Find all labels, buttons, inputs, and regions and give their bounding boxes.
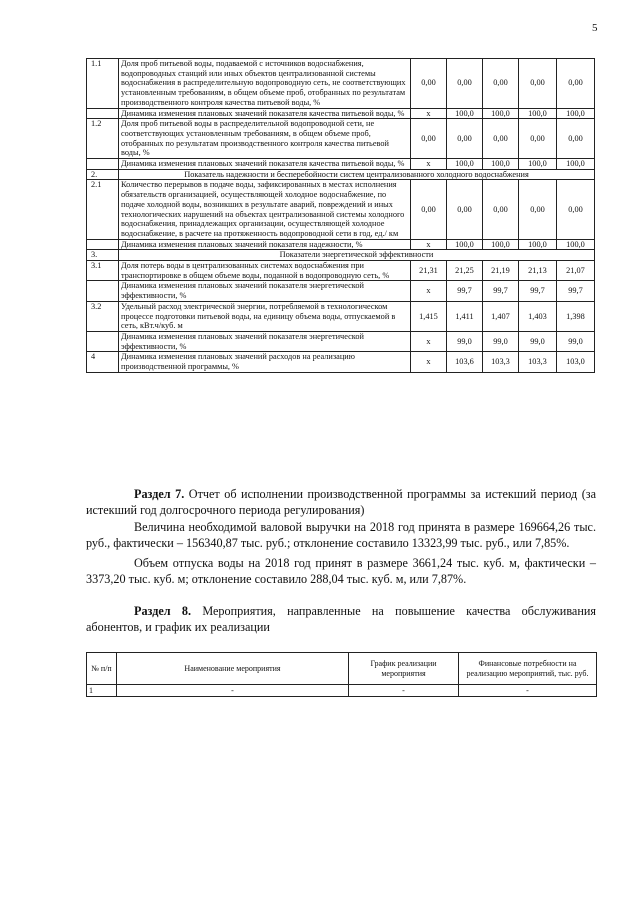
table-row [87,301,595,331]
indicator-value: 100,0 [483,159,519,170]
header-schedule: График реализации мероприятия [349,653,459,685]
indicator-value: 99,7 [483,281,519,301]
indicator-description: Доля проб питьевой воды в распределительной водопроводной сети, не соответствующих установленным требованиям, в общем объеме проб, отобранных по результатам производственного контроля качества питьевой воды, % [119,119,411,159]
indicator-value: 100,0 [519,159,557,170]
indicator-value: 99,7 [557,281,595,301]
indicator-value: х [411,159,447,170]
indicator-value: 21,19 [483,261,519,281]
indicator-value: 100,0 [447,239,483,250]
indicator-value: 100,0 [447,159,483,170]
row-number [87,108,119,119]
indicator-value: 99,0 [447,331,483,351]
section-row [87,250,595,261]
indicator-value: х [411,108,447,119]
row-name: - [117,685,349,697]
indicator-description: Удельный расход электрической энергии, потребляемой в технологическом процессе подготовки питьевой воды, на единицу объема воды, отпускаемой в сеть, кВт.ч/куб. м [119,301,411,331]
indicator-value: х [411,281,447,301]
row-number [87,281,119,301]
row-number: 3.2 [87,301,119,331]
indicators-table [86,58,595,373]
table-row [87,119,595,159]
section-7-heading: Раздел 7. [134,487,185,501]
header-name: Наименование мероприятия [117,653,349,685]
indicator-value: 0,00 [519,180,557,239]
row-schedule: - [349,685,459,697]
section-7 [86,486,596,588]
indicator-value: 0,00 [483,180,519,239]
indicator-description: Динамика изменения плановых значений расходов на реализацию производственной программы, % [119,352,411,372]
indicator-value: 0,00 [411,119,447,159]
section-title: Показатели энергетической эффективности [119,250,595,261]
indicator-value: 0,00 [447,180,483,239]
indicator-description: Количество перерывов в подаче воды, зафиксированных в местах исполнения обязательств организацией, осуществляющей холодное водоснабжение, по подаче холодной воды, возникших в результате аварий, повреждений и иных технологических нарушений на объектах централизованной системы холодного водоснабжения, принадлежащих организации, осуществляющей холодное водоснабжение, в расчете на протяженность водопроводной сети в год, ед./ км [119,180,411,239]
indicator-value: 100,0 [483,239,519,250]
indicator-value: 0,00 [483,59,519,109]
indicator-description: Доля проб питьевой воды, подаваемой с источников водоснабжения, водопроводных станций или иных объектов централизованной системы водоснабжения в распределительную водопроводную сеть, не соответствующих установленным требованиям, в общем объеме проб, отобранных по результатам производственного контроля качества питьевой воды, % [119,59,411,109]
indicator-description: Динамика изменения плановых значений показателя качества питьевой воды, % [119,159,411,170]
indicator-value: 21,31 [411,261,447,281]
indicator-value: 0,00 [447,119,483,159]
row-number: 3.1 [87,261,119,281]
indicator-description: Динамика изменения плановых значений показателя энергетической эффективности, % [119,331,411,351]
indicator-value: 103,6 [447,352,483,372]
indicator-value: 103,3 [519,352,557,372]
indicator-value: 0,00 [411,180,447,239]
table-row [87,108,595,119]
row-num: 1 [87,685,117,697]
indicator-value: х [411,352,447,372]
indicator-value: 1,403 [519,301,557,331]
measures-table [86,652,597,697]
row-number [87,331,119,351]
indicator-value: 100,0 [519,108,557,119]
row-finance: - [459,685,597,697]
indicator-value: 1,415 [411,301,447,331]
indicator-value: 99,7 [519,281,557,301]
indicator-value: 21,13 [519,261,557,281]
indicator-description: Доля потерь воды в централизованных системах водоснабжения при транспортировке в общем объеме воды, поданной в водопроводную сеть, % [119,261,411,281]
indicator-value: 21,25 [447,261,483,281]
indicator-value: 1,411 [447,301,483,331]
indicator-value: 21,07 [557,261,595,281]
indicator-value: 100,0 [483,108,519,119]
indicator-description: Динамика изменения плановых значений показателя качества питьевой воды, % [119,108,411,119]
indicator-value: 99,7 [447,281,483,301]
indicator-value: 0,00 [557,119,595,159]
row-number: 3. [87,250,119,261]
indicator-value: 103,0 [557,352,595,372]
section-7-para-volume: Объем отпуска воды на 2018 год принят в размере 3661,24 тыс. куб. м, фактически – 3373,20 тыс. куб. м; отклонение составило 288,04 тыс. куб. м, или 7,87%. [86,556,596,587]
page-number: 5 [592,22,598,34]
indicator-value: 0,00 [411,59,447,109]
table-row [87,281,595,301]
indicator-description: Динамика изменения плановых значений показателя надежности, % [119,239,411,250]
indicator-value: 0,00 [447,59,483,109]
section-8 [86,603,596,636]
indicator-value: 100,0 [557,108,595,119]
row-number: 2. [87,169,119,180]
row-number [87,159,119,170]
indicator-description: Динамика изменения плановых значений показателя энергетической эффективности, % [119,281,411,301]
table-row [87,352,595,372]
indicator-value: 103,3 [483,352,519,372]
section-7-title: Отчет об исполнении производственной программы за истекший период (за истекший год долгосрочного периода регулирования) [86,487,596,518]
indicator-value: 100,0 [519,239,557,250]
indicator-value: 0,00 [519,59,557,109]
row-number: 4 [87,352,119,372]
indicator-value: 100,0 [557,239,595,250]
indicator-value: 100,0 [447,108,483,119]
section-7-para-revenue: Величина необходимой валовой выручки на 2018 год принята в размере 169664,26 тыс. руб., фактически – 156340,87 тыс. руб.; отклонение составило 13323,99 тыс. руб., или 7,85%. [86,519,596,550]
row-number: 2.1 [87,180,119,239]
header-num: № п/п [87,653,117,685]
indicator-value: х [411,239,447,250]
table-row [87,180,595,239]
indicator-value: 0,00 [519,119,557,159]
indicator-value: 0,00 [483,119,519,159]
indicator-value: 100,0 [557,159,595,170]
section-8-heading: Раздел 8. [134,604,192,618]
header-finance: Финансовые потребности на реализацию мероприятий, тыс. руб. [459,653,597,685]
indicator-value: 1,407 [483,301,519,331]
indicator-value: 0,00 [557,180,595,239]
table-row [87,331,595,351]
section-row [87,169,595,180]
indicator-value: 99,0 [519,331,557,351]
table-row [87,261,595,281]
indicator-value: 99,0 [557,331,595,351]
indicator-value: х [411,331,447,351]
row-number [87,239,119,250]
table-row [87,159,595,170]
table-row [87,239,595,250]
section-8-title: Мероприятия, направленные на повышение качества обслуживания абонентов, и график их реализации [86,604,596,635]
table-row [87,59,595,109]
indicator-value: 1,398 [557,301,595,331]
indicator-value: 0,00 [557,59,595,109]
row-number: 1.2 [87,119,119,159]
row-number: 1.1 [87,59,119,109]
section-title: Показатель надежности и бесперебойности систем централизованного холодного водоснабжения [119,169,595,180]
indicator-value: 99,0 [483,331,519,351]
